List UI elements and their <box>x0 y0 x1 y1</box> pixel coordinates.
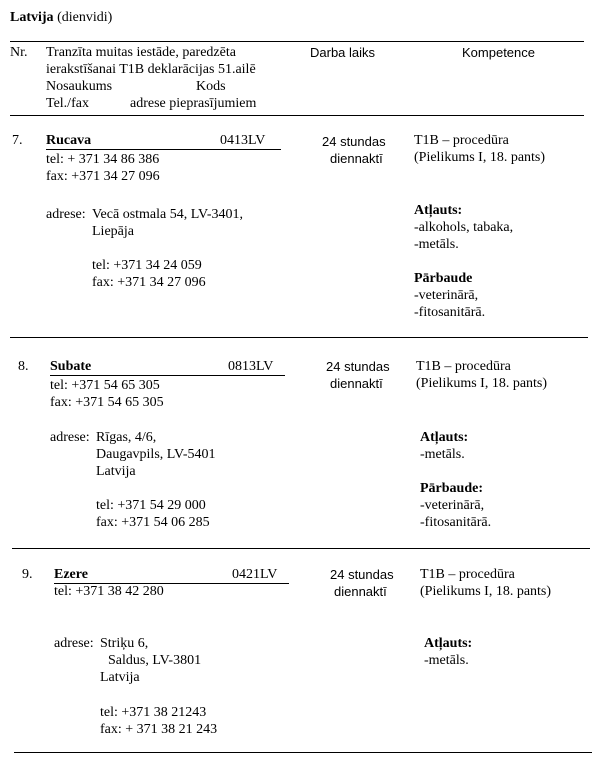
hours-line: diennaktī <box>330 151 383 166</box>
office-tel: tel: +371 54 65 305 <box>50 378 160 393</box>
page-title <box>10 9 112 26</box>
header-bottom-rule <box>10 115 584 116</box>
address-line: Striķu 6, <box>100 636 149 651</box>
allowed-item: -metāls. <box>420 447 465 462</box>
office-tel: tel: + 371 34 86 386 <box>46 152 160 167</box>
address-line: Saldus, LV-3801 <box>108 653 202 668</box>
office-fax: fax: +371 34 27 096 <box>46 169 160 184</box>
address-label: adrese: <box>46 207 86 222</box>
address-line: Daugavpils, LV-5401 <box>96 447 216 462</box>
country-name: Latvija <box>10 10 54 25</box>
check-title: Pārbaude: <box>420 481 483 496</box>
office-underline <box>50 375 285 376</box>
allowed-item: -alkohols, tabaka, <box>414 220 514 235</box>
request-tel: tel: +371 54 29 000 <box>96 498 206 513</box>
address-line: Liepāja <box>92 224 134 239</box>
hours-line: 24 stundas <box>330 567 394 582</box>
allowed-title: Atļauts: <box>424 636 473 651</box>
header-nr: Nr. <box>10 45 28 60</box>
address-line: Rīgas, 4/6, <box>96 430 157 445</box>
entry-separator <box>12 548 590 549</box>
allowed-title: Atļauts: <box>414 203 463 218</box>
entry-separator <box>10 337 588 338</box>
region-name: (dienvidi) <box>57 10 113 25</box>
office-code: 0413LV <box>220 133 266 148</box>
header-code: Kods <box>196 79 226 94</box>
office-underline <box>46 149 281 150</box>
procedure-line: T1B – procedūra <box>416 359 511 374</box>
procedure-line: (Pielikums I, 18. pants) <box>420 584 552 599</box>
office-tel: tel: +371 38 42 280 <box>54 584 164 599</box>
request-tel: tel: +371 38 21243 <box>100 705 207 720</box>
entry-nr: 9. <box>22 567 33 582</box>
address-line: Latvija <box>96 464 136 479</box>
header-hours: Darba laiks <box>310 45 376 60</box>
request-fax: fax: +371 54 06 285 <box>96 515 210 530</box>
office-code: 0421LV <box>232 567 278 582</box>
procedure-line: (Pielikums I, 18. pants) <box>416 376 548 391</box>
request-tel: tel: +371 34 24 059 <box>92 258 202 273</box>
address-line: Latvija <box>100 670 140 685</box>
check-title: Pārbaude <box>414 271 473 286</box>
entry-nr: 7. <box>12 133 23 148</box>
office-code: 0813LV <box>228 359 274 374</box>
header-office-line2: ierakstīšanai T1B deklarācijas 51.ailē <box>46 62 256 77</box>
office-name: Rucava <box>46 133 92 148</box>
office-name: Subate <box>50 359 92 374</box>
header-telfax: Tel./fax <box>46 96 89 111</box>
check-item: -fitosanitārā. <box>414 305 486 320</box>
allowed-item: -metāls. <box>424 653 469 668</box>
procedure-line: T1B – procedūra <box>414 133 509 148</box>
header-address-request: adrese pieprasījumiem <box>130 96 257 111</box>
procedure-line: (Pielikums I, 18. pants) <box>414 150 546 165</box>
hours-line: 24 stundas <box>322 134 386 149</box>
address-label: adrese: <box>54 636 94 651</box>
address-label: adrese: <box>50 430 90 445</box>
office-name: Ezere <box>54 567 88 582</box>
check-item: -veterinārā, <box>420 498 485 513</box>
procedure-line: T1B – procedūra <box>420 567 515 582</box>
office-fax: fax: +371 54 65 305 <box>50 395 164 410</box>
request-fax: fax: +371 34 27 096 <box>92 275 206 290</box>
hours-line: 24 stundas <box>326 359 390 374</box>
address-line: Vecā ostmala 54, LV-3401, <box>92 207 243 222</box>
hours-line: diennaktī <box>334 584 387 599</box>
header-name: Nosaukums <box>46 79 113 94</box>
header-competence: Kompetence <box>462 45 535 60</box>
hours-line: diennaktī <box>330 376 383 391</box>
entry-nr: 8. <box>18 359 29 374</box>
table-bottom-rule <box>14 752 592 753</box>
check-item: -veterinārā, <box>414 288 479 303</box>
header-top-rule <box>10 41 584 42</box>
header-office-line1: Tranzīta muitas iestāde, paredzēta <box>46 45 236 60</box>
allowed-title: Atļauts: <box>420 430 469 445</box>
check-item: -fitosanitārā. <box>420 515 492 530</box>
request-fax: fax: + 371 38 21 243 <box>100 722 218 737</box>
allowed-item: -metāls. <box>414 237 459 252</box>
